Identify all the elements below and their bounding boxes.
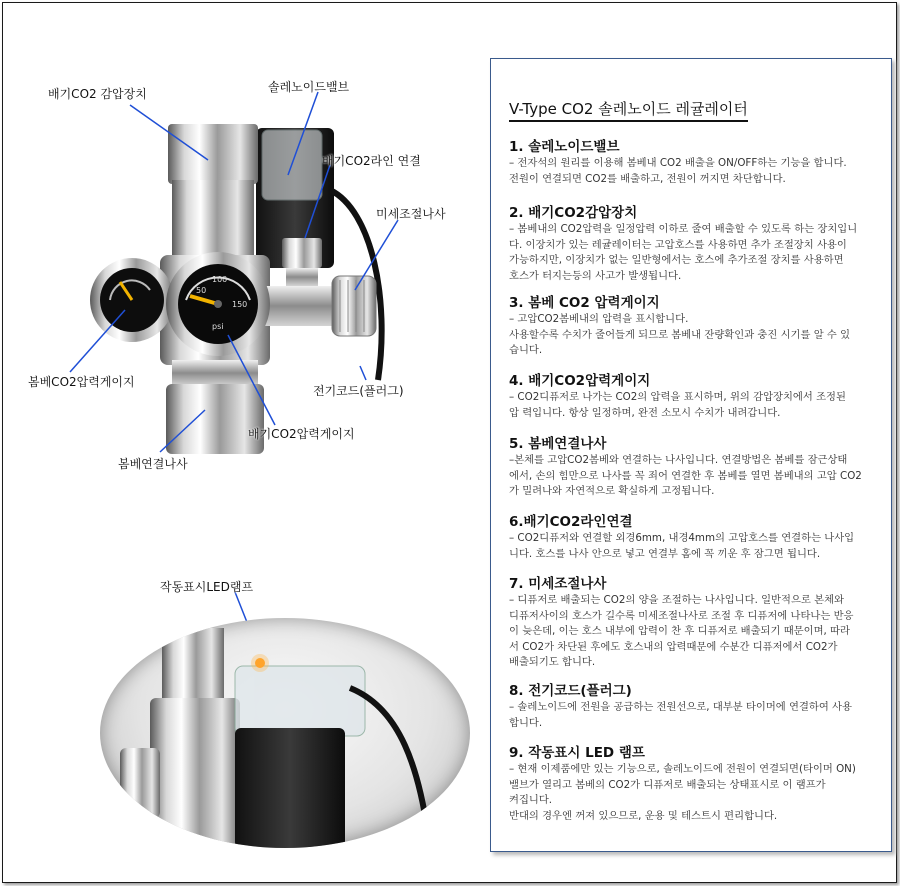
section-heading: 6.배기CO2라인연결 (509, 514, 633, 530)
section-line: 밸브가 열리고 봄베의 CO2가 디퓨저로 배출되는 상태표시로 이 램프가 (509, 778, 826, 791)
section-heading: 3. 봄베 CO2 압력게이지 (509, 295, 660, 311)
section-line: 디퓨저사이의 호스가 길수록 미세조절나사로 조절 후 디퓨저에 나타나는 반응 (509, 609, 854, 622)
section-cylinder-nut (509, 436, 879, 500)
section-line: 사용할수록 수치가 줄어들게 되므로 봄베내 잔량확인과 충진 시기를 알 수 있 (509, 328, 851, 341)
panel-title: V-Type CO2 솔레노이드 레귤레이터 (509, 99, 748, 122)
section-line: 켜집니다. (509, 794, 553, 807)
callout-exhaust-gauge: 배기CO2압력게이지 (248, 427, 355, 441)
section-line: 전원이 연결되면 CO2를 배출하고, 전원이 꺼지면 차단합니다. (509, 172, 786, 185)
section-line: – 현재 이제품에만 있는 기능으로, 솔레노이드에 전원이 연결되면(타이머 ON) (509, 763, 856, 775)
section-power-cord (509, 683, 879, 731)
exhaust-gauge-shape (166, 252, 270, 356)
gauge-tick-50: 50 (196, 286, 207, 295)
section-line: 반대의 경우엔 꺼져 있으므로, 운용 및 테스트시 편리합니다. (509, 809, 778, 822)
section-heading: 4. 배기CO2압력게이지 (509, 373, 651, 389)
callout-power-cord: 전기코드(플러그) (313, 384, 404, 398)
section-line: – CO2디퓨저로 나가는 CO2의 압력을 표시하며, 위의 감압장치에서 조정된 (509, 391, 846, 403)
callout-led-lamp: 작동표시LED램프 (160, 580, 254, 594)
callout-exhaust-line-connector: 배기CO2라인 연결 (322, 154, 421, 168)
section-line: –본체를 고압CO2봄베와 연결하는 나사입니다. 연결방법은 봄베를 잠근상태 (509, 454, 848, 466)
section-heading: 5. 봄베연결나사 (509, 436, 607, 452)
section-line: – 디퓨저로 배출되는 CO2의 양을 조절하는 나사입니다. 일반적으로 본체와 (509, 594, 844, 606)
section-line: 가능하지만, 이장치가 없는 일반형에서는 호스에 추가조절 장치를 사용하면 (509, 254, 844, 267)
line-connector-shape (282, 238, 322, 286)
gauge-unit: psi (212, 322, 224, 331)
section-line: – CO2디퓨저와 연결할 외경6mm, 내경4mm의 고압호스를 연결하는 나사입 (509, 532, 855, 544)
section-heading: 9. 작동표시 LED 램프 (509, 745, 645, 761)
section-line: 니다. 호스를 나사 안으로 넣고 연결부 홈에 꼭 끼운 후 잠그면 됩니다. (509, 547, 821, 560)
cylinder-gauge-shape (90, 258, 174, 342)
section-line: – 솔레노이드에 전원을 공급하는 전원선으로, 대부분 타이머에 연결하여 사용 (509, 701, 852, 713)
section-line: 호스가 터지는등의 사고가 발생됩니다. (509, 269, 682, 282)
section-line: 이 늦은데, 이는 호스 내부에 압력이 찬 후 디퓨저로 배출되기 때문이며, 따라 (509, 625, 850, 638)
section-line: 에서, 손의 힘만으로 나사를 꼭 죄어 연결한 후 봄베를 열면 봄베내의 고압 CO2 (509, 469, 862, 482)
led-closeup-illustration (100, 618, 470, 848)
led-closeup-photo (100, 618, 470, 848)
gauge-tick-100: 100 (212, 275, 228, 284)
callout-solenoid-valve: 솔레노이드밸브 (268, 80, 350, 94)
section-heading: 1. 솔레노이드밸브 (509, 139, 620, 155)
gauge-tick-150: 150 (232, 300, 248, 309)
section-line: 가 밀려나와 자연적으로 확실하게 고정됩니다. (509, 485, 715, 498)
callout-fine-needle: 미세조절나사 (376, 207, 446, 221)
section-heading: 8. 전기코드(플러그) (509, 683, 632, 699)
callout-cylinder-nut: 봄베연결나사 (118, 457, 188, 471)
section-line: 다. 이장치가 있는 레귤레이터는 고압호스를 사용하면 추가 조절장치 사용이 (509, 238, 847, 251)
callout-exhaust-reducer: 배기CO2 감압장치 (48, 87, 147, 101)
section-line: 서 CO2가 차단된 후에도 호스내의 압력때문에 수분간 디퓨저에서 CO2가 (509, 640, 838, 653)
section-exhaust-line (509, 514, 879, 562)
section-exhaust-gauge (509, 373, 879, 421)
section-line: – 고압CO2봄베내의 압력을 표시합니다. (509, 313, 689, 325)
section-heading: 2. 배기CO2감압장치 (509, 205, 638, 221)
section-line: 합니다. (509, 716, 543, 729)
section-fine-needle (509, 576, 879, 671)
section-line: 습니다. (509, 344, 543, 357)
callout-cylinder-gauge: 봄베CO2압력게이지 (28, 375, 135, 389)
section-line: 배출되기도 합니다. (509, 656, 596, 669)
section-led-lamp (509, 745, 879, 824)
description-panel (490, 58, 892, 852)
section-line: – 전자석의 원리를 이용해 봄베내 CO2 배출을 ON/OFF하는 기능을 합니다. (509, 157, 847, 169)
section-line: 압 력입니다. 항상 일정하며, 완전 소모시 수치가 내려갑니다. (509, 406, 781, 419)
section-solenoid-valve (509, 139, 879, 187)
section-heading: 7. 미세조절나사 (509, 576, 607, 592)
section-line: – 봄베내의 CO2압력을 일정압력 이하로 줄여 배출할 수 있도록 하는 장치입니 (509, 223, 858, 235)
section-cylinder-gauge (509, 295, 879, 359)
section-exhaust-reducer (509, 205, 879, 284)
